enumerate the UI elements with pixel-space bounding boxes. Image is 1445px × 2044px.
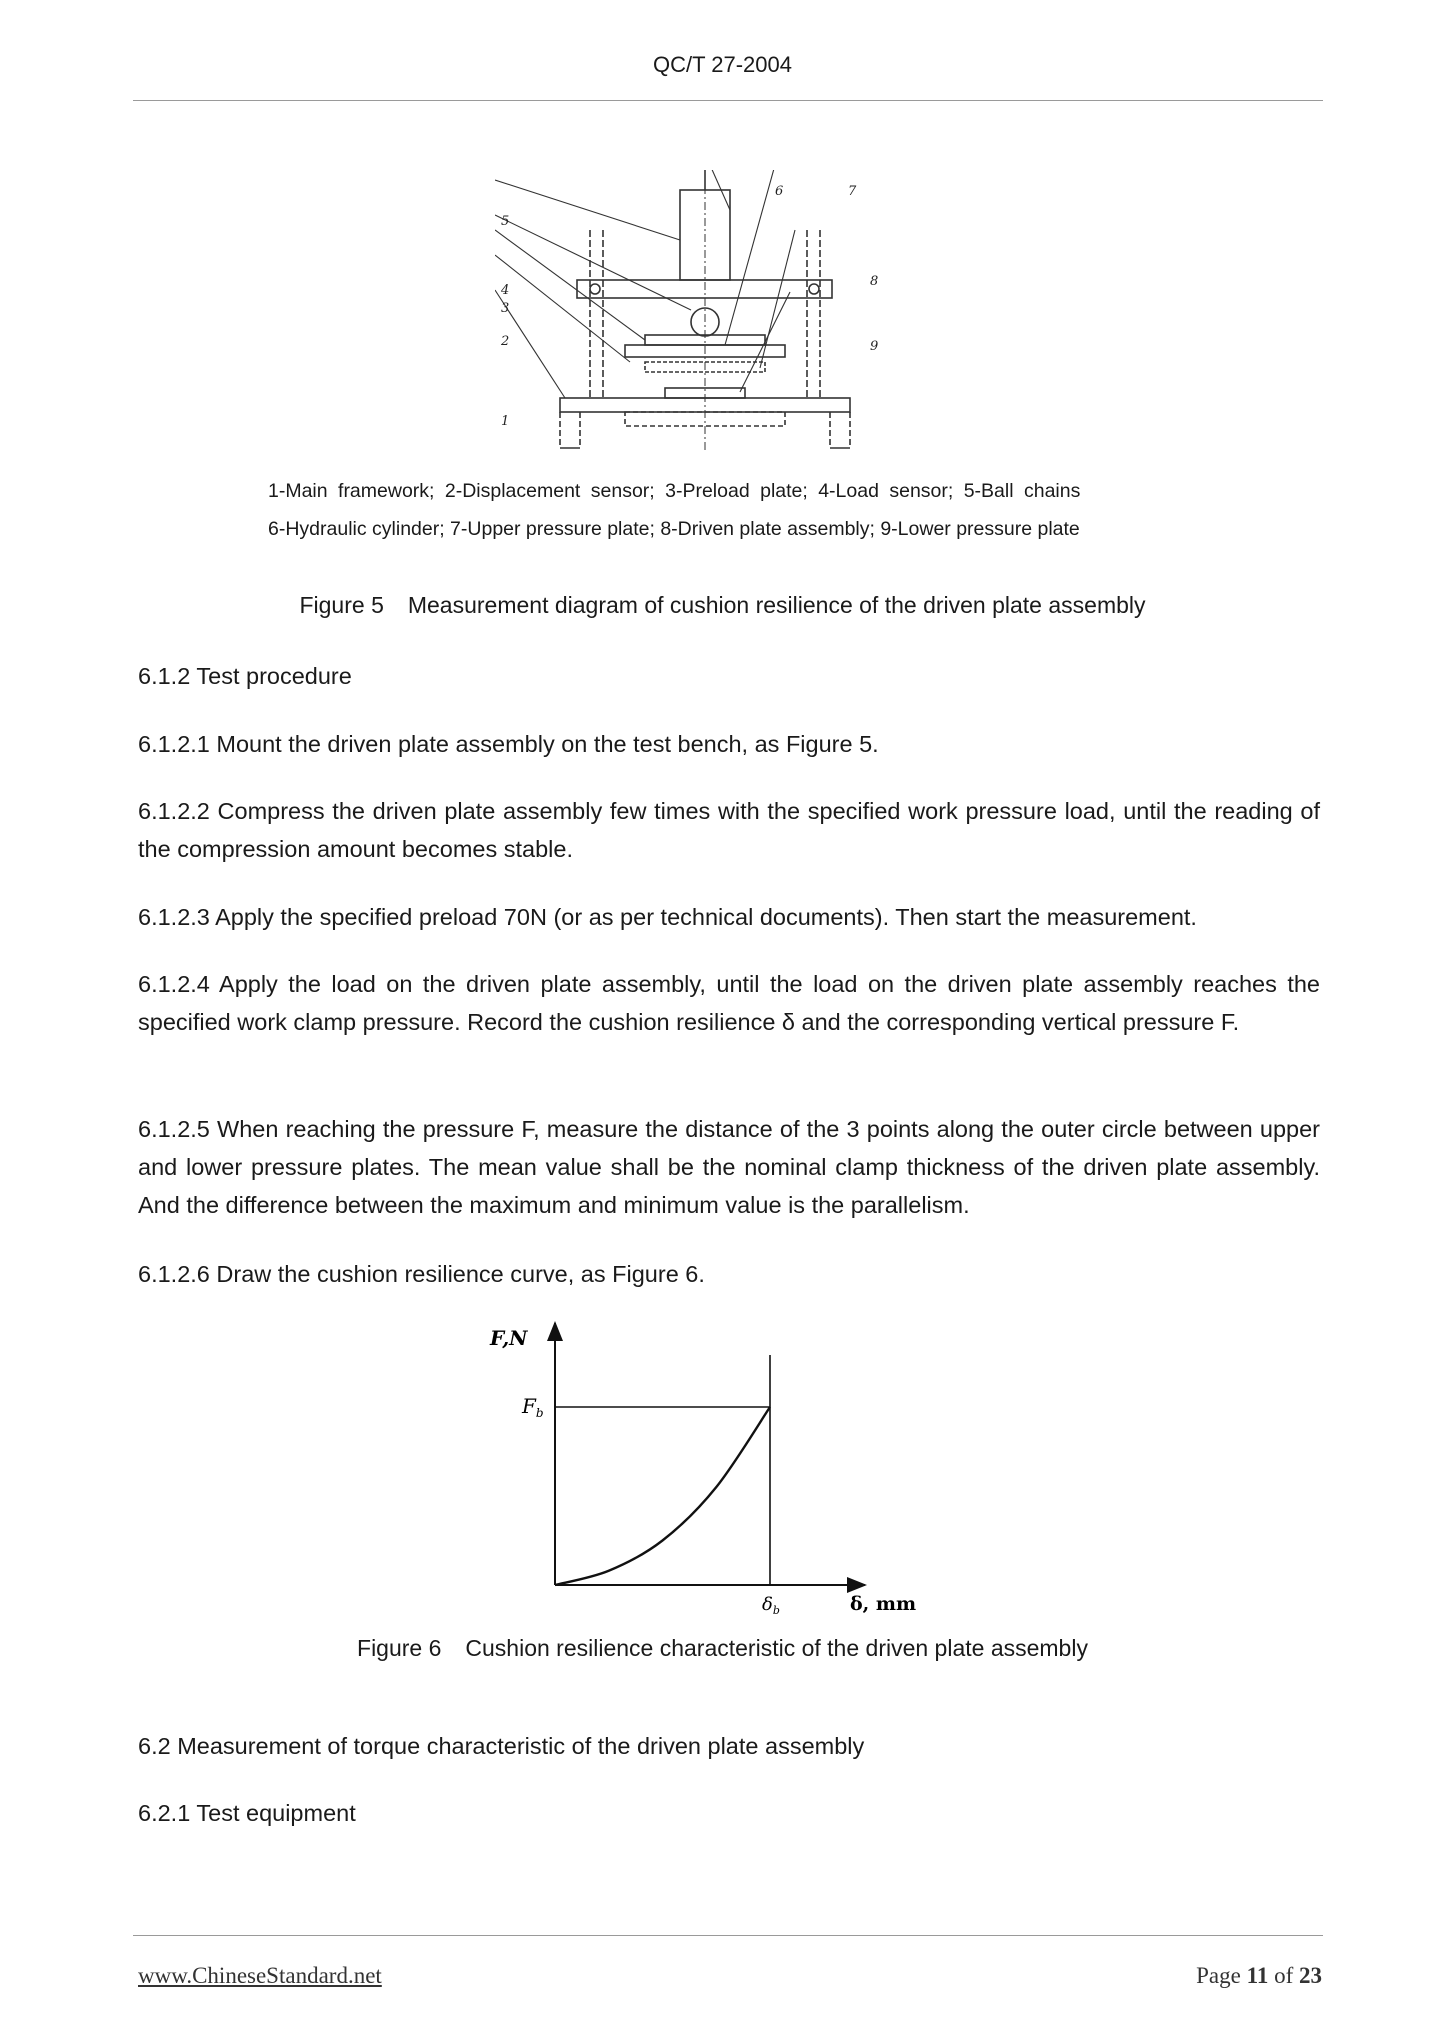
paragraph-6-1-2-6: 6.1.2.6 Draw the cushion resilience curve, as Figure 6. [138, 1261, 705, 1287]
paragraph-6-1-2-4: 6.1.2.4 Apply the load on the driven plate assembly, until the load on the driven plate assembly reaches the specified work clamp pressure. Record the cushion resilience δ and the corresponding vertical pressure F. [138, 971, 1320, 1035]
callout-5: 5 [501, 214, 510, 229]
paragraph-6-1-2-2: 6.1.2.2 Compress the driven plate assembly few times with the specified work pressure load, until the reading of the compression amount becomes stable. [138, 798, 1320, 862]
deltab-label: δ [762, 1594, 773, 1615]
figure5-legend-line2: 6-Hydraulic cylinder; 7-Upper pressure plate; 8-Driven plate assembly; 9-Lower pressure plate [268, 518, 1080, 540]
section-6-2-heading: 6.2 Measurement of torque characteristic of the driven plate assembly [138, 1733, 865, 1759]
x-axis-label: δ, mm [850, 1593, 917, 1615]
figure5-legend-line1: 1-Main framework; 2-Displacement sensor; 3-Preload plate; 4-Load sensor; 5-Ball chains [268, 480, 1081, 502]
page-current: 11 [1246, 1963, 1269, 1988]
figure5-caption-text: Measurement diagram of cushion resilience of the driven plate assembly [407, 592, 1146, 618]
paragraph-6-1-2-3: 6.1.2.3 Apply the specified preload 70N (or as per technical documents). Then start the measurement. [138, 904, 1197, 930]
deltab-subscript: b [772, 1604, 780, 1615]
callout-7: 7 [848, 184, 857, 199]
section-6-1-2-heading: 6.1.2 Test procedure [138, 663, 352, 689]
paragraph-6-1-2-1: 6.1.2.1 Mount the driven plate assembly on the test bench, as Figure 5. [138, 731, 879, 757]
callout-8: 8 [870, 274, 879, 289]
y-axis-label: F,N [490, 1326, 528, 1350]
callout-1: 1 [501, 414, 510, 429]
footer-page-number [1196, 1963, 1322, 1989]
fb-subscript: b [535, 1406, 544, 1420]
page-of: of [1274, 1963, 1294, 1988]
resilience-curve [555, 1407, 770, 1585]
footer-rule [133, 1935, 1323, 1936]
callout-4: 4 [501, 283, 510, 298]
page-word: Page [1196, 1963, 1241, 1988]
section-6-2-1-heading: 6.2.1 Test equipment [138, 1800, 356, 1826]
document-id-header: QC/T 27-2004 [652, 52, 792, 77]
footer-site-link[interactable]: www.ChineseStandard.net [138, 1963, 382, 1988]
fb-label: F [522, 1394, 536, 1418]
figure5-caption [0, 592, 1445, 619]
callout-3: 3 [501, 301, 510, 316]
figure6-resilience-chart [470, 1315, 930, 1615]
callout-2: 2 [501, 334, 510, 349]
header-rule [133, 100, 1323, 101]
figure5-caption-number: Figure 5 [299, 592, 384, 618]
figure6-caption [0, 1635, 1445, 1662]
deltab-tick-label [762, 1594, 780, 1615]
fb-tick-label [521, 1394, 544, 1420]
callout-9: 9 [870, 339, 879, 354]
figure5-test-bench-diagram [495, 170, 910, 450]
page-total: 23 [1299, 1963, 1322, 1988]
figure6-caption-text: Cushion resilience characteristic of the driven plate assembly [465, 1635, 1088, 1661]
callout-6: 6 [775, 184, 784, 199]
paragraph-6-1-2-5: 6.1.2.5 When reaching the pressure F, measure the distance of the 3 points along the outer circle between upper and lower pressure plates. The mean value shall be the nominal clamp thickness of the driven plate assembly. And the difference between the maximum and minimum value is the parallelism. [138, 1116, 1320, 1218]
figure6-caption-number: Figure 6 [357, 1635, 442, 1661]
